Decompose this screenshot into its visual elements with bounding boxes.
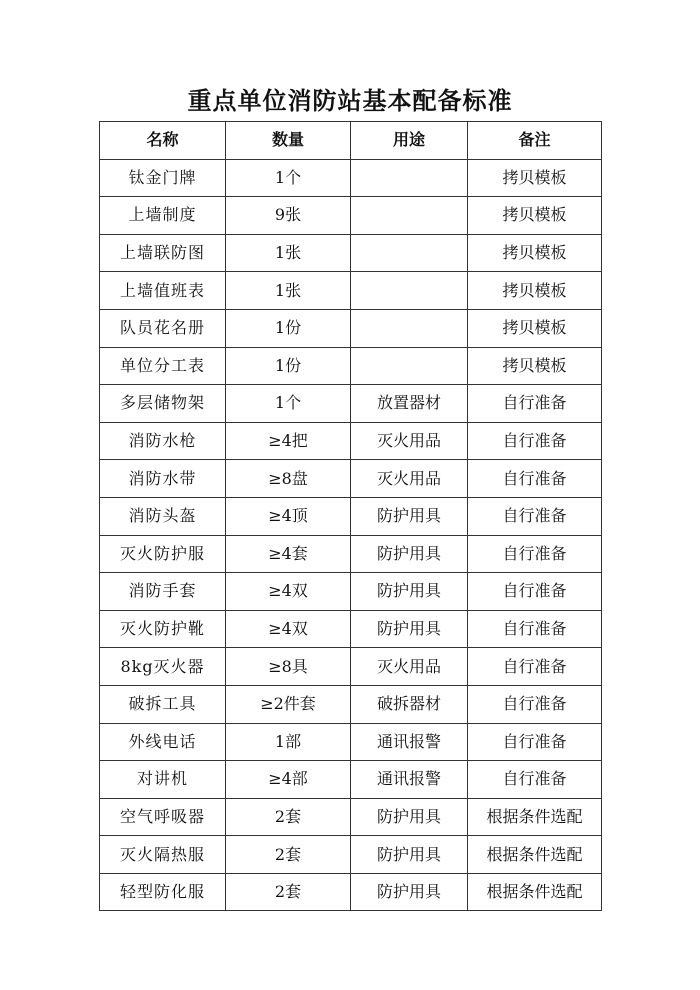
cell-name: 空气呼吸器 — [100, 798, 226, 836]
cell-quantity: ≥4把 — [226, 422, 351, 460]
cell-remarks: 自行准备 — [468, 648, 602, 686]
cell-remarks: 拷贝模板 — [468, 234, 602, 272]
cell-usage: 防护用具 — [351, 535, 468, 573]
cell-quantity: 1份 — [226, 309, 351, 347]
cell-usage: 防护用具 — [351, 497, 468, 535]
cell-quantity: ≥4双 — [226, 610, 351, 648]
cell-remarks: 根据条件选配 — [468, 836, 602, 874]
column-header-remarks: 备注 — [468, 122, 602, 160]
cell-quantity: ≥4部 — [226, 761, 351, 799]
table-row — [100, 685, 602, 723]
cell-usage — [351, 347, 468, 385]
table-row — [100, 347, 602, 385]
cell-usage: 防护用具 — [351, 836, 468, 874]
cell-quantity: 1个 — [226, 159, 351, 197]
cell-name: 上墙制度 — [100, 197, 226, 235]
cell-quantity: ≥4套 — [226, 535, 351, 573]
cell-name: 灭火隔热服 — [100, 836, 226, 874]
table-row — [100, 723, 602, 761]
table-row — [100, 610, 602, 648]
cell-quantity: ≥8具 — [226, 648, 351, 686]
cell-remarks: 拷贝模板 — [468, 309, 602, 347]
cell-usage: 防护用具 — [351, 798, 468, 836]
cell-remarks: 自行准备 — [468, 422, 602, 460]
cell-name: 消防水枪 — [100, 422, 226, 460]
cell-remarks: 自行准备 — [468, 573, 602, 611]
cell-usage: 防护用具 — [351, 573, 468, 611]
cell-usage — [351, 309, 468, 347]
cell-remarks: 根据条件选配 — [468, 798, 602, 836]
table-row — [100, 385, 602, 423]
cell-usage: 灭火用品 — [351, 460, 468, 498]
cell-usage — [351, 272, 468, 310]
cell-remarks: 根据条件选配 — [468, 873, 602, 911]
cell-name: 外线电话 — [100, 723, 226, 761]
cell-name: 消防水带 — [100, 460, 226, 498]
cell-usage: 放置器材 — [351, 385, 468, 423]
table-row — [100, 535, 602, 573]
cell-name: 破拆工具 — [100, 685, 226, 723]
cell-remarks: 自行准备 — [468, 385, 602, 423]
cell-quantity: ≥2件套 — [226, 685, 351, 723]
cell-quantity: 1个 — [226, 385, 351, 423]
cell-name: 单位分工表 — [100, 347, 226, 385]
cell-name: 8kg灭火器 — [100, 648, 226, 686]
table-header-row — [100, 122, 602, 160]
cell-name: 消防头盔 — [100, 497, 226, 535]
table-body — [100, 159, 602, 911]
table-row — [100, 761, 602, 799]
cell-usage — [351, 234, 468, 272]
page-title: 重点单位消防站基本配备标准 — [187, 87, 513, 115]
table-row — [100, 798, 602, 836]
cell-quantity: 2套 — [226, 836, 351, 874]
table-row — [100, 422, 602, 460]
cell-usage: 破拆器材 — [351, 685, 468, 723]
column-header-quantity: 数量 — [226, 122, 351, 160]
cell-name: 消防手套 — [100, 573, 226, 611]
cell-remarks: 拷贝模板 — [468, 197, 602, 235]
cell-name: 轻型防化服 — [100, 873, 226, 911]
cell-name: 钛金门牌 — [100, 159, 226, 197]
column-header-name: 名称 — [100, 122, 226, 160]
table-row — [100, 234, 602, 272]
cell-usage: 灭火用品 — [351, 422, 468, 460]
cell-name: 上墙值班表 — [100, 272, 226, 310]
cell-usage: 通讯报警 — [351, 723, 468, 761]
table-row — [100, 648, 602, 686]
cell-remarks: 拷贝模板 — [468, 272, 602, 310]
table-row — [100, 197, 602, 235]
table-row — [100, 309, 602, 347]
table-row — [100, 159, 602, 197]
cell-remarks: 自行准备 — [468, 460, 602, 498]
table-row — [100, 497, 602, 535]
cell-name: 灭火防护服 — [100, 535, 226, 573]
equipment-table — [99, 121, 602, 911]
cell-usage: 防护用具 — [351, 873, 468, 911]
cell-quantity: 2套 — [226, 873, 351, 911]
cell-quantity: ≥4双 — [226, 573, 351, 611]
cell-quantity: 1部 — [226, 723, 351, 761]
cell-quantity: ≥4顶 — [226, 497, 351, 535]
cell-remarks: 自行准备 — [468, 497, 602, 535]
cell-remarks: 自行准备 — [468, 723, 602, 761]
cell-quantity: 1张 — [226, 234, 351, 272]
cell-usage: 通讯报警 — [351, 761, 468, 799]
cell-usage: 防护用具 — [351, 610, 468, 648]
table-row — [100, 460, 602, 498]
cell-name: 对讲机 — [100, 761, 226, 799]
table-row — [100, 836, 602, 874]
cell-remarks: 拷贝模板 — [468, 347, 602, 385]
cell-name: 多层储物架 — [100, 385, 226, 423]
cell-remarks: 自行准备 — [468, 610, 602, 648]
column-header-usage: 用途 — [351, 122, 468, 160]
cell-quantity: 1份 — [226, 347, 351, 385]
table-row — [100, 873, 602, 911]
cell-remarks: 拷贝模板 — [468, 159, 602, 197]
cell-usage — [351, 159, 468, 197]
cell-name: 队员花名册 — [100, 309, 226, 347]
table-row — [100, 573, 602, 611]
cell-usage — [351, 197, 468, 235]
cell-usage: 灭火用品 — [351, 648, 468, 686]
cell-name: 灭火防护靴 — [100, 610, 226, 648]
cell-quantity: ≥8盘 — [226, 460, 351, 498]
cell-remarks: 自行准备 — [468, 535, 602, 573]
cell-quantity: 1张 — [226, 272, 351, 310]
cell-quantity: 2套 — [226, 798, 351, 836]
cell-remarks: 自行准备 — [468, 685, 602, 723]
cell-quantity: 9张 — [226, 197, 351, 235]
cell-remarks: 自行准备 — [468, 761, 602, 799]
cell-name: 上墙联防图 — [100, 234, 226, 272]
table-row — [100, 272, 602, 310]
